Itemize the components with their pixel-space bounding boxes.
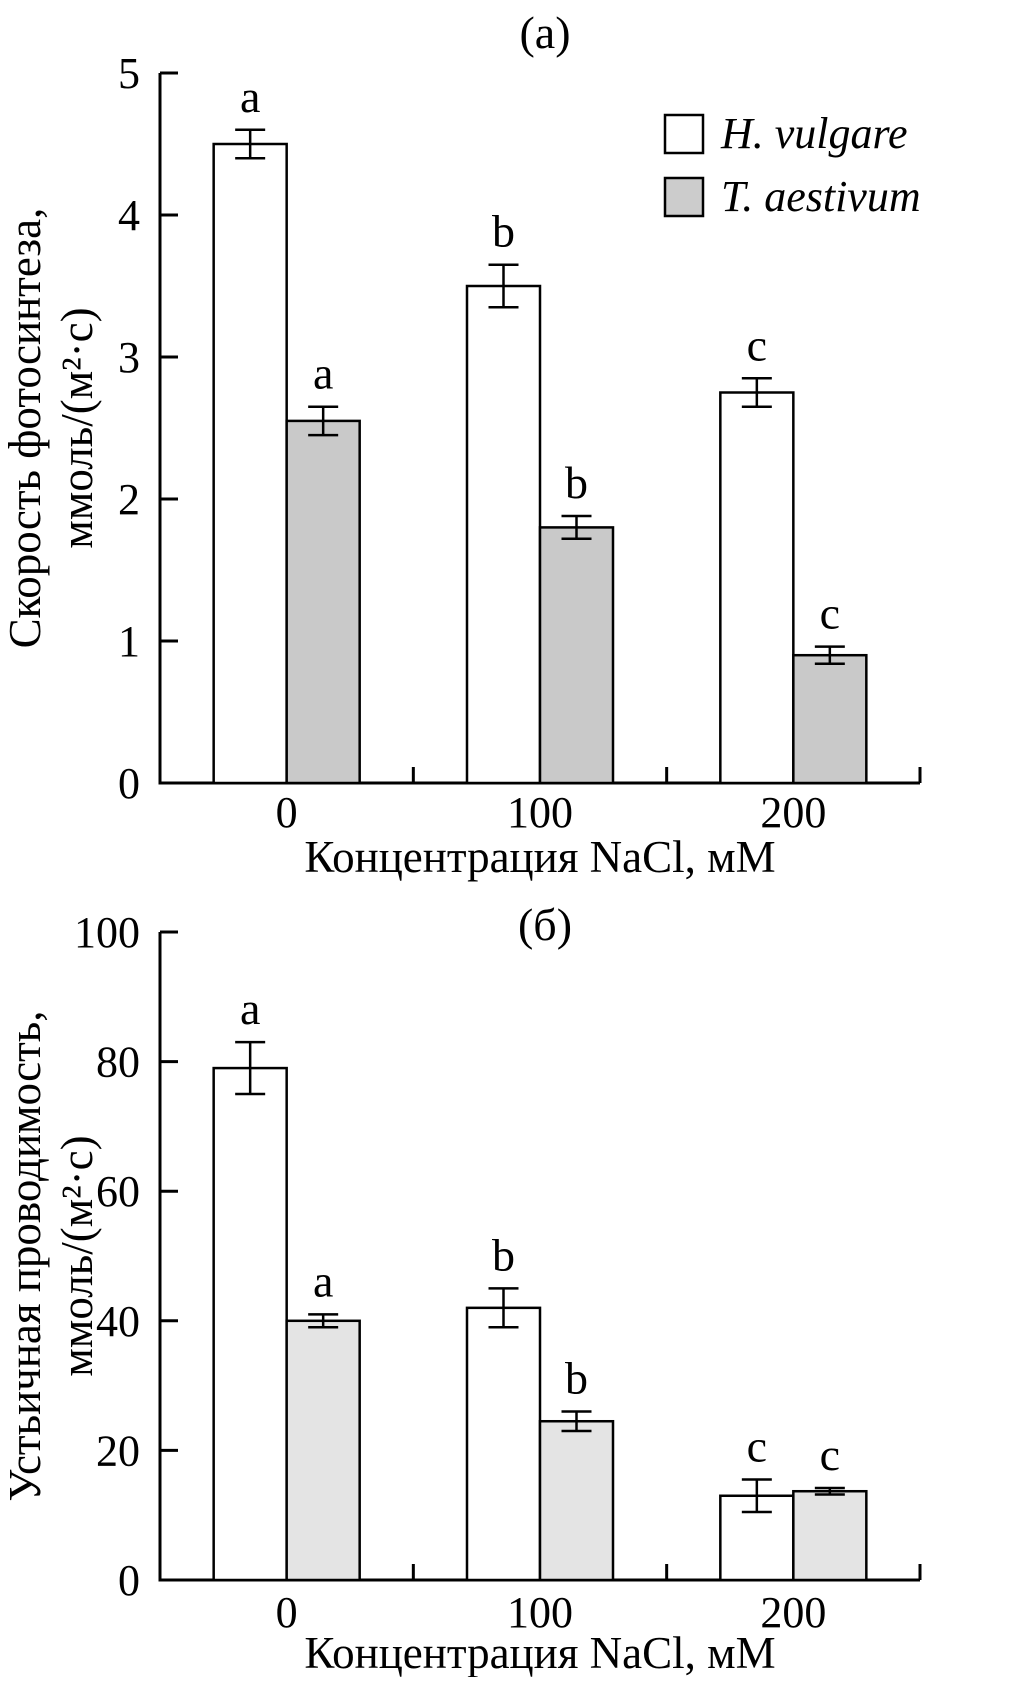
significance-letter: b <box>565 1352 588 1404</box>
legend-swatch-t-aestivum <box>665 178 703 216</box>
significance-letter: b <box>492 1229 515 1281</box>
significance-letter: a <box>312 1255 334 1307</box>
bar-t-aestivum-100 <box>540 527 613 783</box>
bar-t-aestivum-100 <box>540 1421 613 1580</box>
significance-letter: a <box>239 70 261 122</box>
y-tick-label: 5 <box>118 49 140 98</box>
y-tick-label: 20 <box>96 1426 140 1476</box>
significance-letter: c <box>819 1428 841 1480</box>
y-tick-label: 100 <box>74 908 140 957</box>
bar-t-aestivum-0 <box>287 421 360 783</box>
significance-letter: b <box>492 205 515 257</box>
significance-letter: a <box>312 347 334 399</box>
y-axis-label-line1: Устьичная проводимость, <box>0 1010 50 1502</box>
x-category-label: 100 <box>507 1588 573 1637</box>
bar-t-aestivum-0 <box>287 1321 360 1580</box>
legend-label: H. vulgare <box>721 109 908 158</box>
x-category-label: 200 <box>760 788 827 837</box>
legend <box>665 109 921 221</box>
panel-a <box>0 7 921 882</box>
panel-title: (б) <box>517 899 573 950</box>
y-tick-label: 80 <box>96 1037 140 1087</box>
x-category-label: 0 <box>275 788 298 837</box>
y-tick-label: 4 <box>118 191 140 240</box>
x-category-label: 100 <box>507 788 573 837</box>
bar-h-vulgare-200 <box>720 393 793 784</box>
panel-title: (a) <box>519 7 571 58</box>
significance-letter: c <box>746 1420 768 1472</box>
significance-letter: b <box>565 457 588 509</box>
legend-label: T. aestivum <box>721 172 921 221</box>
x-category-label: 0 <box>275 1588 298 1637</box>
y-axis-label-line2: ммоль/(м²·с) <box>52 307 102 549</box>
y-tick-label: 0 <box>118 1556 140 1605</box>
y-axis-label-line1: Скорость фотосинтеза, <box>0 207 50 649</box>
y-axis-label-line2: ммоль/(м²·с) <box>52 1135 102 1377</box>
y-tick-label: 3 <box>118 333 140 382</box>
significance-letter: a <box>239 983 261 1035</box>
x-category-label: 200 <box>760 1588 827 1637</box>
bar-t-aestivum-200 <box>793 1491 866 1580</box>
bar-t-aestivum-200 <box>793 655 866 783</box>
y-tick-label: 2 <box>118 475 140 524</box>
bar-h-vulgare-0 <box>214 1068 287 1580</box>
significance-letter: c <box>746 319 768 371</box>
bar-h-vulgare-100 <box>467 286 540 783</box>
x-axis-label: Концентрация NaCl, мМ <box>304 832 776 882</box>
bar-h-vulgare-0 <box>214 144 287 783</box>
y-tick-label: 0 <box>118 759 140 808</box>
legend-swatch-h-vulgare <box>665 115 703 153</box>
panel-b <box>0 899 920 1677</box>
y-tick-label: 1 <box>118 617 140 666</box>
bar-h-vulgare-100 <box>467 1308 540 1580</box>
y-tick-label: 60 <box>96 1167 140 1217</box>
x-axis-label: Концентрация NaCl, мМ <box>304 1628 776 1677</box>
significance-letter: c <box>819 587 841 639</box>
y-tick-label: 40 <box>96 1296 140 1346</box>
